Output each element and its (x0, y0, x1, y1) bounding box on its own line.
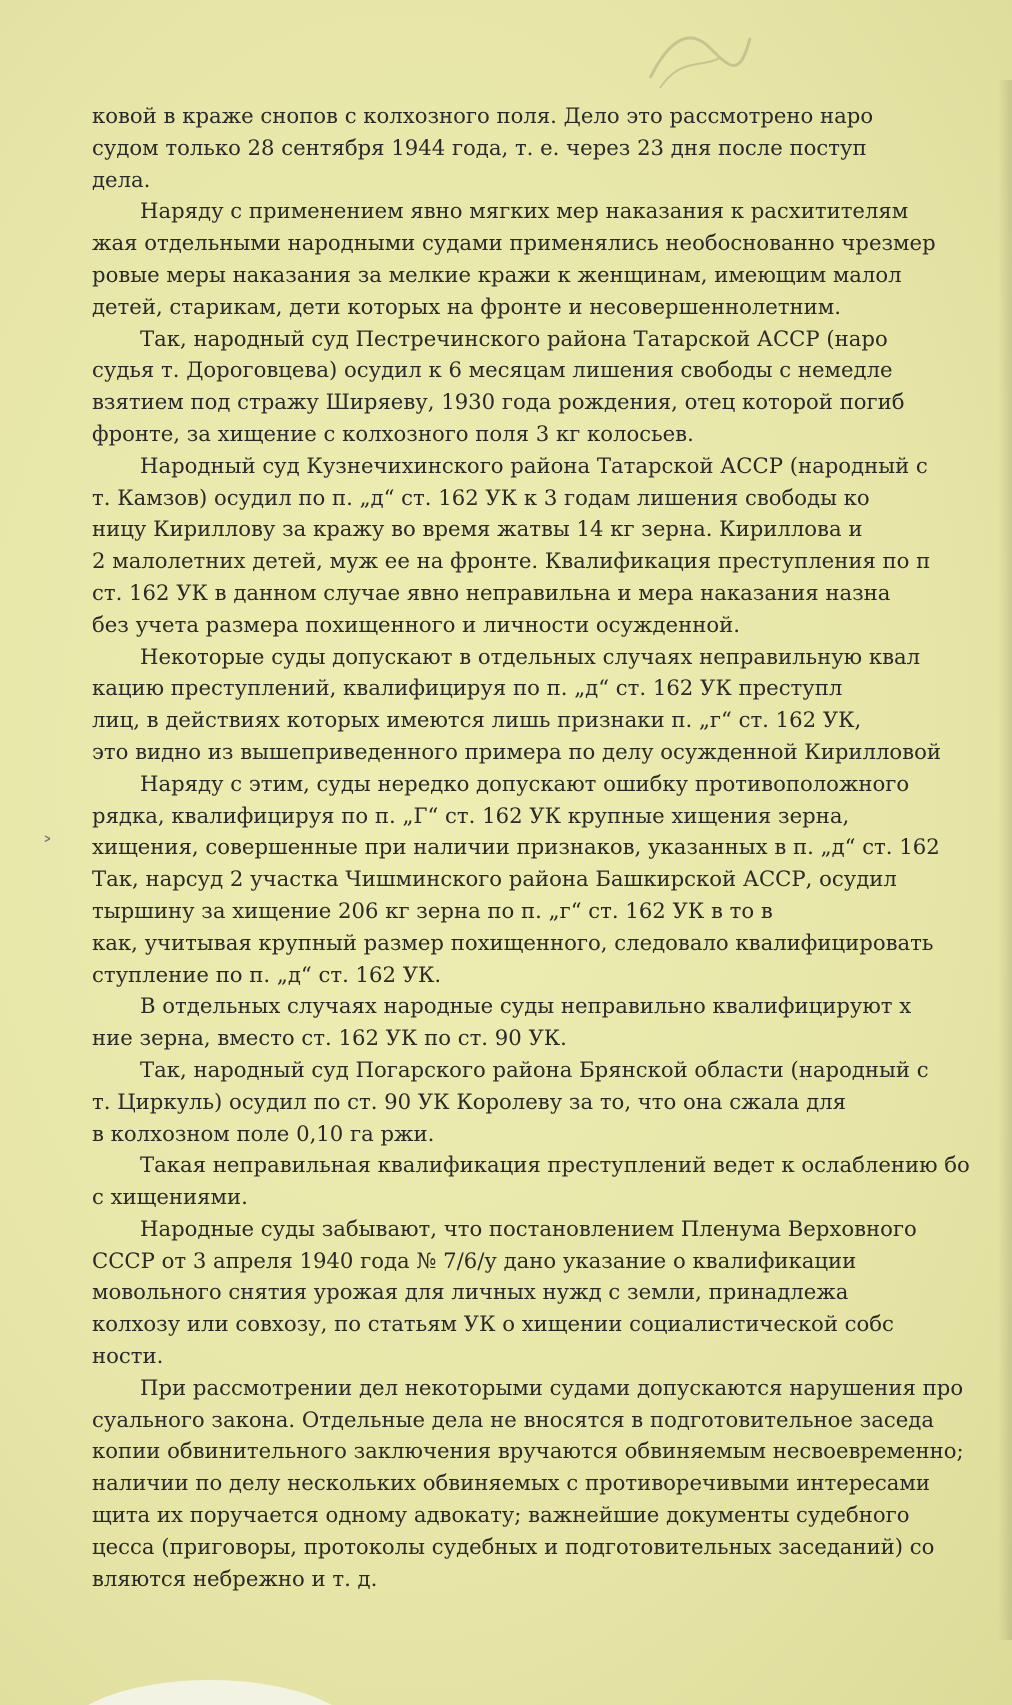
text-line: с хищениями. (92, 1184, 248, 1210)
text-line: рядка, квалифицируя по п. „Г“ ст. 162 УК крупные хищения зерна, (92, 802, 850, 828)
text-line: это видно из вышеприведенного примера по делу осужденной Кирилловой (92, 738, 941, 764)
text-line: судья т. Дороговцева) осудил к 6 месяцам лишения свободы с немедле (92, 357, 893, 383)
text-line: тыршину за хищение 206 кг зерна по п. „г“ ст. 162 УК в то в (92, 897, 773, 923)
text-line: Наряду с применением явно мягких мер наказания к расхитителям (140, 198, 909, 224)
page-edge-shadow (998, 80, 1012, 1640)
text-line: лиц, в действиях которых имеются лишь признаки п. „г“ ст. 162 УК, (92, 707, 862, 733)
text-line: ности. (92, 1343, 164, 1369)
text-line: Некоторые суды допускают в отдельных случаях неправильную квал (140, 643, 921, 669)
text-line: мовольного снятия урожая для личных нужд с земли, принадлежа (92, 1279, 849, 1305)
handwritten-mark-icon (640, 18, 760, 98)
text-line: копии обвинительного заключения вручаются обвиняемым несвоевременно; (92, 1438, 964, 1464)
text-line: Народный суд Кузнечихинского района Татарской АССР (народный с (140, 452, 928, 478)
text-line: ницу Кириллову за кражу во время жатвы 14 кг зерна. Кириллова и (92, 516, 863, 542)
text-line: колхозу или совхозу, по статьям УК о хищении социалистической собс (92, 1311, 894, 1337)
text-line: Народные суды забывают, что постановлением Пленума Верховного (140, 1215, 917, 1241)
text-line: Такая неправильная квалификация преступлений ведет к ослаблению бо (140, 1152, 970, 1178)
text-line: детей, старикам, дети которых на фронте и несовершеннолетним. (92, 293, 842, 319)
text-line: 2 малолетних детей, муж ее на фронте. Квалификация преступления по п (92, 548, 931, 574)
text-line: хищения, совершенные при наличии признаков, указанных в п. „д“ ст. 162 (92, 834, 940, 860)
text-line: дела. (92, 166, 151, 192)
text-line: как, учитывая крупный размер похищенного, следовало квалифицировать (92, 929, 934, 955)
text-line: щита их поручается одному адвокату; важнейшие документы судебного (92, 1502, 910, 1528)
text-line: Так, народный суд Пестречинского района Татарской АССР (наро (140, 325, 888, 351)
text-line: фронте, за хищение с колхозного поля 3 кг колосьев. (92, 420, 694, 446)
text-line: Наряду с этим, суды нередко допускают ошибку противоположного (140, 770, 910, 796)
document-body (92, 100, 1000, 1594)
text-line: без учета размера похищенного и личности осужденной. (92, 611, 740, 637)
text-line: При рассмотрении дел некоторыми судами допускаются нарушения про (140, 1374, 964, 1400)
text-line: ровые меры наказания за мелкие кражи к женщинам, имеющим малол (92, 261, 902, 287)
text-line: В отдельных случаях народные суды неправильно квалифицируют х (140, 993, 912, 1019)
text-line: ние зерна, вместо ст. 162 УК по ст. 90 УК. (92, 1025, 567, 1051)
text-line: т. Камзов) осудил по п. „д“ ст. 162 УК к 3 годам лишения свободы ко (92, 484, 870, 510)
text-line: ступление по п. „д“ ст. 162 УК. (92, 961, 442, 987)
text-line: ст. 162 УК в данном случае явно неправильна и мера наказания назна (92, 579, 891, 605)
text-line: наличии по делу нескольких обвиняемых с противоречивыми интересами (92, 1470, 930, 1496)
margin-mark-icon: ˃ (42, 835, 53, 860)
text-line: ковой в краже снопов с колхозного поля. Дело это рассмотрено наро (92, 103, 874, 128)
text-line: вляются небрежно и т. д. (92, 1565, 378, 1591)
page-curl (60, 1680, 360, 1705)
text-line: судом только 28 сентября 1944 года, т. е. через 23 дня после поступ (92, 134, 867, 160)
text-line: взятием под стражу Ширяеву, 1930 года рождения, отец которой погиб (92, 389, 905, 415)
text-line: цесса (приговоры, протоколы судебных и подготовительных заседаний) со (92, 1533, 935, 1559)
text-line: т. Циркуль) осудил по ст. 90 УК Королеву за то, что она сжала для (92, 1088, 846, 1114)
text-line: суального закона. Отдельные дела не вносятся в подготовительное заседа (92, 1406, 934, 1432)
text-line: в колхозном поле 0,10 га ржи. (92, 1120, 435, 1146)
text-line: кацию преступлений, квалифицируя по п. „д“ ст. 162 УК преступл (92, 675, 843, 701)
text-line: жая отдельными народными судами применялись необоснованно чрезмер (92, 230, 936, 256)
text-line: СССР от 3 апреля 1940 года № 7/6/у дано указание о квалификации (92, 1247, 857, 1273)
text-line: Так, народный суд Погарского района Брянской области (народный с (140, 1056, 929, 1082)
text-line: Так, нарсуд 2 участка Чишминского района Башкирской АССР, осудил (92, 866, 897, 892)
